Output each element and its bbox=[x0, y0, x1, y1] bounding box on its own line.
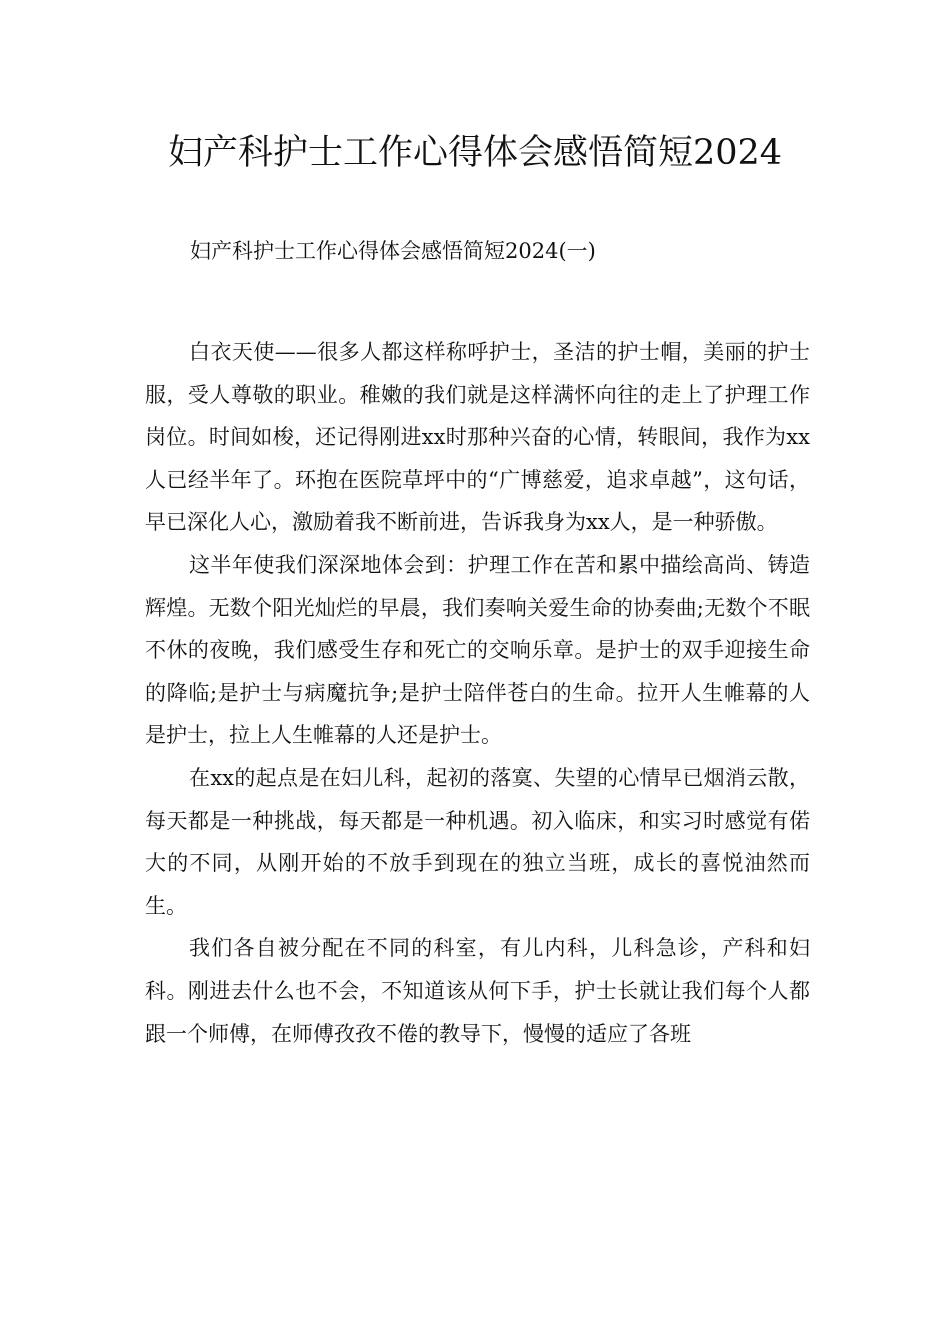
document-title: 妇产科护士工作心得体会感悟简短2024 bbox=[167, 133, 783, 173]
body-text bbox=[145, 331, 810, 1055]
paragraph: 白衣天使——很多人都这样称呼护士，圣洁的护士帽，美丽的护士服，受人尊敬的职业。稚嫩的我们就是这样满怀向往的走上了护理工作岗位。时间如梭，还记得刚进xx时那种兴奋的心情，转眼间，我作为xx人已经半年了。环抱在医院草坪中的“广博慈爱，追求卓越”，这句话，早已深化人心，激励着我不断前进，告诉我身为xx人，是一种骄傲。 bbox=[145, 340, 810, 535]
paragraph: 在xx的起点是在妇儿科，起初的落寞、失望的心情早已烟消云散，每天都是一种挑战，每天都是一种机遇。初入临床，和实习时感觉有偌大的不同，从刚开始的不放手到现在的独立当班，成长的喜悦油然而生。 bbox=[145, 765, 810, 918]
section-subtitle: 妇产科护士工作心得体会感悟简短2024(一) bbox=[190, 239, 596, 263]
paragraph: 我们各自被分配在不同的科室，有儿内科，儿科急诊，产科和妇科。刚进去什么也不会，不知道该从何下手，护士长就让我们每个人都跟一个师傅，在师傅孜孜不倦的教导下，慢慢的适应了各班 bbox=[145, 936, 810, 1046]
paragraph: 这半年使我们深深地体会到：护理工作在苦和累中描绘高尚、铸造辉煌。无数个阳光灿烂的早晨，我们奏响关爱生命的协奏曲;无数个不眠不休的夜晚，我们感受生存和死亡的交响乐章。是护士的双手迎接生命的降临;是护士与病魔抗争;是护士陪伴苍白的生命。拉开人生帷幕的人是护士，拉上人生帷幕的人还是护士。 bbox=[145, 552, 810, 748]
